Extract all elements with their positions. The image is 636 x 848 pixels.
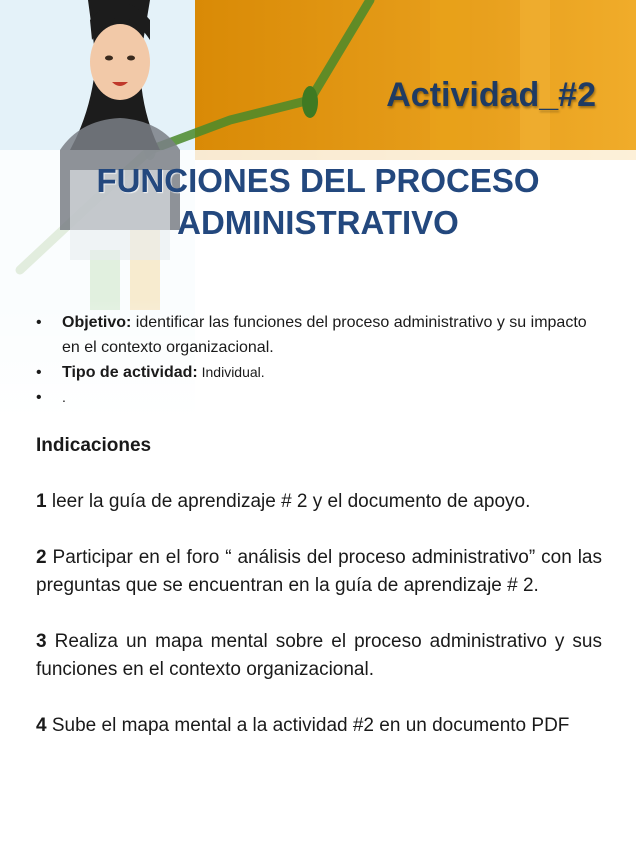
title-line-1: FUNCIONES DEL PROCESO (96, 162, 540, 199)
step-number: 4 (36, 715, 47, 736)
step-text: Sube el mapa mental a la actividad #2 en un documento PDF (46, 715, 570, 736)
bullet-empty (36, 385, 606, 410)
bullet-dot: • (36, 364, 42, 381)
summary-bullets (36, 310, 606, 410)
bullet-text: . (62, 389, 66, 405)
bullet-activity-type (36, 360, 606, 385)
step-number: 3 (36, 631, 47, 652)
bullet-dot: • (36, 314, 42, 331)
bullet-label: Objetivo: (62, 314, 132, 331)
bullet-objective (36, 310, 606, 360)
bullet-text: identificar las funciones del proceso administrativo y su impacto en el contexto organizacional. (62, 314, 587, 356)
instructions-section (36, 432, 602, 768)
bullet-label: Tipo de actividad: (62, 364, 198, 381)
instruction-step-2 (36, 544, 602, 600)
bullet-dot: • (36, 389, 42, 406)
step-number: 2 (36, 547, 47, 568)
page-title (60, 160, 576, 244)
step-text: leer la guía de aprendizaje # 2 y el documento de apoyo. (46, 491, 531, 512)
title-line-2: ADMINISTRATIVO (177, 204, 459, 241)
activity-label: Actividad_#2 (386, 76, 596, 114)
step-text: Realiza un mapa mental sobre el proceso administrativo y sus funciones en el contexto organizacional. (36, 631, 602, 680)
step-number: 1 (36, 491, 47, 512)
bullet-text: Individual. (197, 364, 265, 380)
instruction-step-1 (36, 488, 602, 516)
step-text: Participar en el foro “ análisis del proceso administrativo” con las preguntas que se encuentran en la guía de aprendizaje # 2. (36, 547, 602, 596)
instruction-step-3 (36, 628, 602, 684)
instructions-heading: Indicaciones (36, 435, 152, 456)
instruction-step-4 (36, 712, 602, 740)
